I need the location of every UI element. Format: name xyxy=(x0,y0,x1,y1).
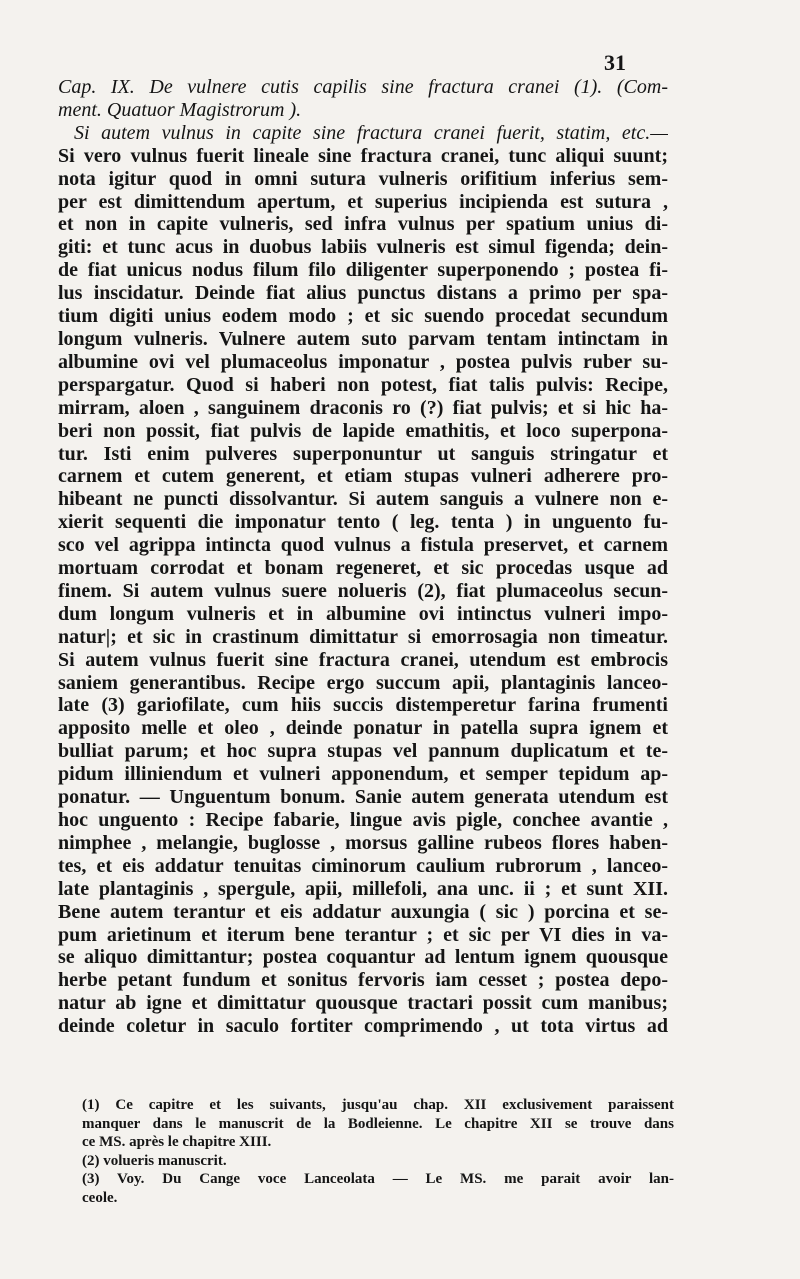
footnotes xyxy=(82,1096,674,1207)
text-line: ment. Quatuor Magistrorum ). xyxy=(58,98,302,121)
footnote-line: ce MS. après le chapitre XIII. xyxy=(82,1134,272,1150)
text-line: natur|; et sic in crastinum dimittatur si emorrosagia non timeatur. xyxy=(58,625,668,648)
text-line: Si autem vulnus in capite sine fractura cranei fuerit, statim, etc.— xyxy=(74,121,668,144)
text-line: Cap. IX. De vulnere cutis capilis sine fractura cranei (1). (Com- xyxy=(58,76,668,98)
text-line: pidum illiniendum et vulneri apponendum, et semper tepidum ap- xyxy=(58,763,668,786)
footnote-line: manquer dans le manuscrit de la Bodleienne. Le chapitre XII se trouve dans xyxy=(82,1115,674,1132)
text-line: beri non possit, fiat pulvis de lapide emathitis, et loco superpona- xyxy=(58,419,668,442)
text-line: longum vulneris. Vulnere autem suto parvam tentam intinctam in xyxy=(58,327,668,350)
text-line: giti: et tunc acus in duobus labiis vulneris est simul figenda; dein- xyxy=(58,236,668,259)
text-line: late plantaginis , spergule, apii, millefoli, ana unc. ii ; et sunt XII. xyxy=(58,877,668,900)
main-text xyxy=(58,76,668,1038)
text-line: apposito melle et oleo , deinde ponatur in patella supra ignem et xyxy=(58,717,668,740)
footnote-line: (1) Ce capitre et les suivants, jusqu'au chap. XII exclusivement paraissent xyxy=(82,1097,674,1113)
text-line: Bene autem terantur et eis addatur auxungia ( sic ) porcina et se- xyxy=(58,900,668,923)
text-line: herbe petant fundum et sonitus fervoris iam cesset ; postea depo- xyxy=(58,969,668,992)
text-line: Si vero vulnus fuerit lineale sine fractura cranei, tunc aliqui suunt; xyxy=(58,144,668,167)
text-line: natur ab igne et dimittatur quousque tractari possit cum manibus; xyxy=(58,992,668,1015)
text-line: pum arietinum et iterum bene terantur ; et sic per VI dies in va- xyxy=(58,923,668,946)
text-line: dum longum vulneris et in albumine ovi intinctus vulneri impo- xyxy=(58,602,668,625)
text-line: et non in capite vulneris, sed infra vulnus per spatium unius di- xyxy=(58,213,668,236)
text-line: tes, et eis addatur tenuitas ciminorum caulium rubrorum , lanceo- xyxy=(58,854,668,877)
text-line: nimphee , melangie, buglosse , morsus galline rubeos flores haben- xyxy=(58,831,668,854)
text-line: hibeant ne puncti dissolvantur. Si autem sanguis a vulnere non e- xyxy=(58,488,668,511)
text-line: hoc unguento : Recipe fabarie, lingue avis pigle, conchee avantie , xyxy=(58,809,668,831)
text-line: lus inscidatur. Deinde fiat alius punctus distans a primo per spa- xyxy=(58,282,668,305)
text-line: per est dimittendum apertum, et superius incipienda est sutura , xyxy=(58,190,668,213)
text-line: ponatur. — Unguentum bonum. Sanie autem generata utendum est xyxy=(58,786,668,809)
text-line: tium digiti unius eodem modo ; et sic suendo procedat secundum xyxy=(58,305,668,328)
text-line: carnem et cutem generent, et etiam stupas vulneri adherere pro- xyxy=(58,465,668,488)
text-line: sco vel agrippa intincta quod vulnus a fistula preservet, et carnem xyxy=(58,534,668,557)
text-line: tur. Isti enim pulveres superponuntur ut sanguis stringatur et xyxy=(58,442,668,465)
text-line: perspargatur. Quod si haberi non potest, fiat talis pulvis: Recipe, xyxy=(58,373,668,396)
text-line: nota igitur quod in omni sutura vulneris orifitium inferius sem- xyxy=(58,167,668,190)
text-line: finem. Si autem vulnus suere nolueris (2), fiat plumaceolus secun- xyxy=(58,579,668,602)
text-line: xierit sequenti die imponatur tento ( leg. tenta ) in unguento fu- xyxy=(58,511,668,534)
text-line: se aliquo dimittantur; postea coquantur ad lentum ignem quousque xyxy=(58,946,668,969)
text-line: deinde coletur in saculo fortiter comprimendo , ut tota virtus ad xyxy=(58,1015,668,1038)
text-line: mirram, aloen , sanguinem draconis ro (?) fiat pulvis; et si hic ha- xyxy=(58,396,668,419)
text-line: saniem generantibus. Recipe ergo succum apii, plantaginis lanceo- xyxy=(58,671,668,694)
text-line: bulliat parum; et hoc supra stupas vel pannum duplicatum et te- xyxy=(58,740,668,763)
page-number: 31 xyxy=(604,50,626,75)
text-line: mortuam corrodat et bonam regeneret, et sic procedas usque ad xyxy=(58,557,668,580)
text-line: late (3) gariofilate, cum hiis succis distemperetur farina frumenti xyxy=(58,694,668,717)
text-line: de fiat unicus nodus filum filo diligenter superponendo ; postea fi- xyxy=(58,259,668,282)
footnote-line: ceole. xyxy=(82,1189,118,1206)
text-line: Si autem vulnus fuerit sine fractura cranei, utendum est embrocis xyxy=(58,648,668,671)
footnote-line: (2) volueris manuscrit. xyxy=(82,1152,227,1169)
text-line: albumine ovi vel plumaceolus imponatur , postea pulvis ruber su- xyxy=(58,350,668,373)
footnote-line: (3) Voy. Du Cange voce Lanceolata — Le MS. me parait avoir lan- xyxy=(82,1171,674,1187)
